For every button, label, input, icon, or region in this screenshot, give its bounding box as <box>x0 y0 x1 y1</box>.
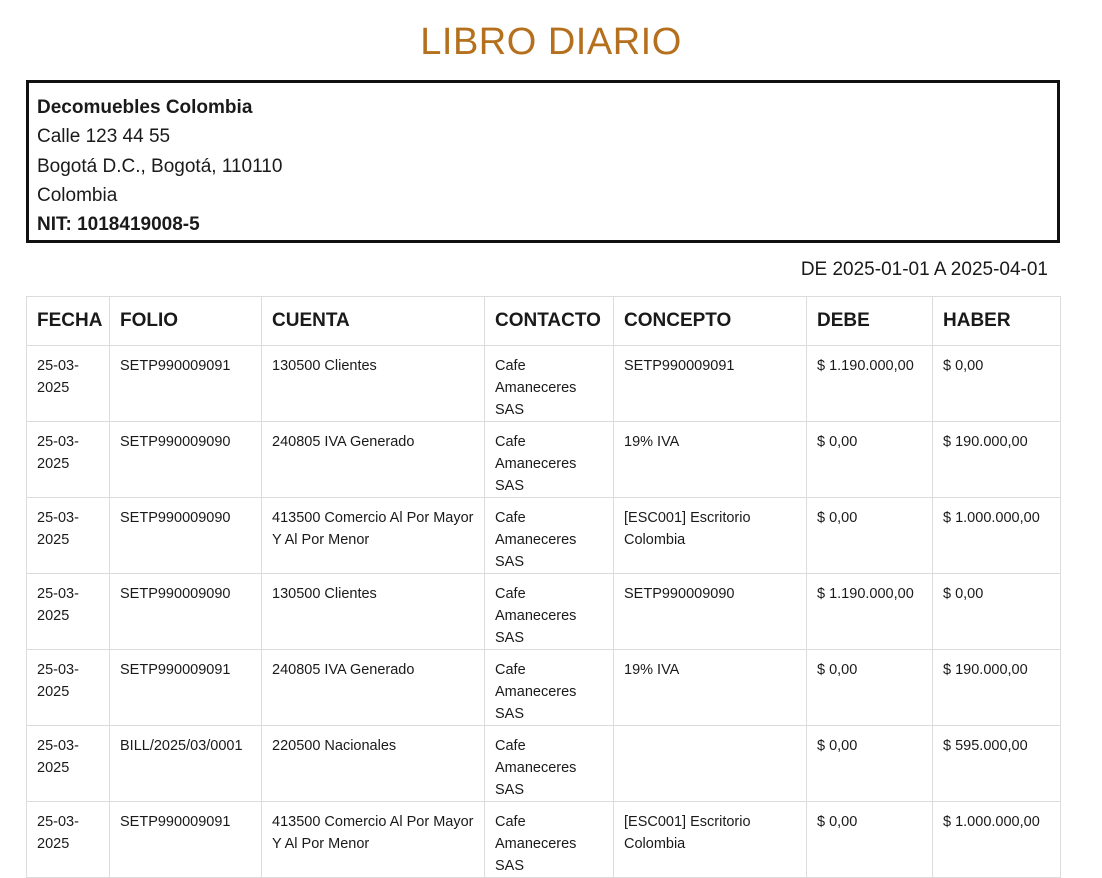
cell-debe: $ 1.190.000,00 <box>807 574 933 650</box>
cell-cuenta: 220500 Nacionales <box>262 726 485 802</box>
cell-fecha: 25-03-2025 <box>27 802 110 878</box>
cell-folio: SETP990009091 <box>110 346 262 422</box>
cell-fecha: 25-03-2025 <box>27 346 110 422</box>
cell-cuenta: 413500 Comercio Al Por Mayor Y Al Por Menor <box>262 498 485 574</box>
company-name: Decomuebles Colombia <box>37 97 253 118</box>
header-row <box>27 297 1061 346</box>
cell-folio: SETP990009090 <box>110 498 262 574</box>
cell-cuenta: 240805 IVA Generado <box>262 422 485 498</box>
cell-folio: BILL/2025/03/0001 <box>110 726 262 802</box>
cell-folio: SETP990009090 <box>110 574 262 650</box>
cell-debe: $ 0,00 <box>807 498 933 574</box>
header-fecha: FECHA <box>27 297 110 346</box>
cell-contacto: Cafe Amaneceres SAS <box>485 574 614 650</box>
cell-folio: SETP990009091 <box>110 802 262 878</box>
table-row <box>27 346 1061 422</box>
cell-fecha: 25-03-2025 <box>27 650 110 726</box>
cell-debe: $ 0,00 <box>807 422 933 498</box>
header-concepto: CONCEPTO <box>614 297 807 346</box>
page-title: LIBRO DIARIO <box>420 21 682 63</box>
cell-folio: SETP990009091 <box>110 650 262 726</box>
company-info-box <box>26 80 1060 243</box>
cell-contacto: Cafe Amaneceres SAS <box>485 650 614 726</box>
cell-fecha: 25-03-2025 <box>27 422 110 498</box>
cell-haber: $ 1.000.000,00 <box>933 498 1061 574</box>
table-row <box>27 726 1061 802</box>
cell-debe: $ 1.190.000,00 <box>807 346 933 422</box>
header-folio: FOLIO <box>110 297 262 346</box>
cell-contacto: Cafe Amaneceres SAS <box>485 726 614 802</box>
date-range: DE 2025-01-01 A 2025-04-01 <box>800 259 1048 280</box>
cell-debe: $ 0,00 <box>807 650 933 726</box>
header-haber: HABER <box>933 297 1061 346</box>
table-row <box>27 802 1061 878</box>
cell-fecha: 25-03-2025 <box>27 498 110 574</box>
company-country: Colombia <box>37 184 118 206</box>
cell-haber: $ 0,00 <box>933 574 1061 650</box>
cell-concepto: 19% IVA <box>614 422 807 498</box>
ledger-header <box>27 297 1061 346</box>
cell-concepto <box>614 726 807 802</box>
company-address-line-2: Bogotá D.C., Bogotá, 110110 <box>37 155 283 177</box>
cell-concepto: SETP990009090 <box>614 574 807 650</box>
header-contacto: CONTACTO <box>485 297 614 346</box>
company-address-line-1: Calle 123 44 55 <box>37 126 171 148</box>
cell-fecha: 25-03-2025 <box>27 574 110 650</box>
cell-concepto: SETP990009091 <box>614 346 807 422</box>
header-debe: DEBE <box>807 297 933 346</box>
cell-fecha: 25-03-2025 <box>27 726 110 802</box>
cell-haber: $ 190.000,00 <box>933 422 1061 498</box>
cell-haber: $ 0,00 <box>933 346 1061 422</box>
cell-cuenta: 130500 Clientes <box>262 346 485 422</box>
cell-contacto: Cafe Amaneceres SAS <box>485 346 614 422</box>
cell-contacto: Cafe Amaneceres SAS <box>485 498 614 574</box>
table-row <box>27 422 1061 498</box>
company-nit: NIT: 1018419008-5 <box>37 214 200 236</box>
cell-haber: $ 190.000,00 <box>933 650 1061 726</box>
cell-folio: SETP990009090 <box>110 422 262 498</box>
cell-cuenta: 130500 Clientes <box>262 574 485 650</box>
cell-debe: $ 0,00 <box>807 726 933 802</box>
table-row <box>27 498 1061 574</box>
cell-concepto: 19% IVA <box>614 650 807 726</box>
cell-cuenta: 413500 Comercio Al Por Mayor Y Al Por Menor <box>262 802 485 878</box>
table-row <box>27 650 1061 726</box>
cell-concepto: [ESC001] Escritorio Colombia <box>614 498 807 574</box>
cell-cuenta: 240805 IVA Generado <box>262 650 485 726</box>
cell-contacto: Cafe Amaneceres SAS <box>485 422 614 498</box>
cell-contacto: Cafe Amaneceres SAS <box>485 802 614 878</box>
cell-concepto: [ESC001] Escritorio Colombia <box>614 802 807 878</box>
table-row <box>27 574 1061 650</box>
cell-haber: $ 595.000,00 <box>933 726 1061 802</box>
ledger-table <box>26 296 1061 878</box>
cell-debe: $ 0,00 <box>807 802 933 878</box>
cell-haber: $ 1.000.000,00 <box>933 802 1061 878</box>
ledger-body <box>27 346 1061 878</box>
header-cuenta: CUENTA <box>262 297 485 346</box>
